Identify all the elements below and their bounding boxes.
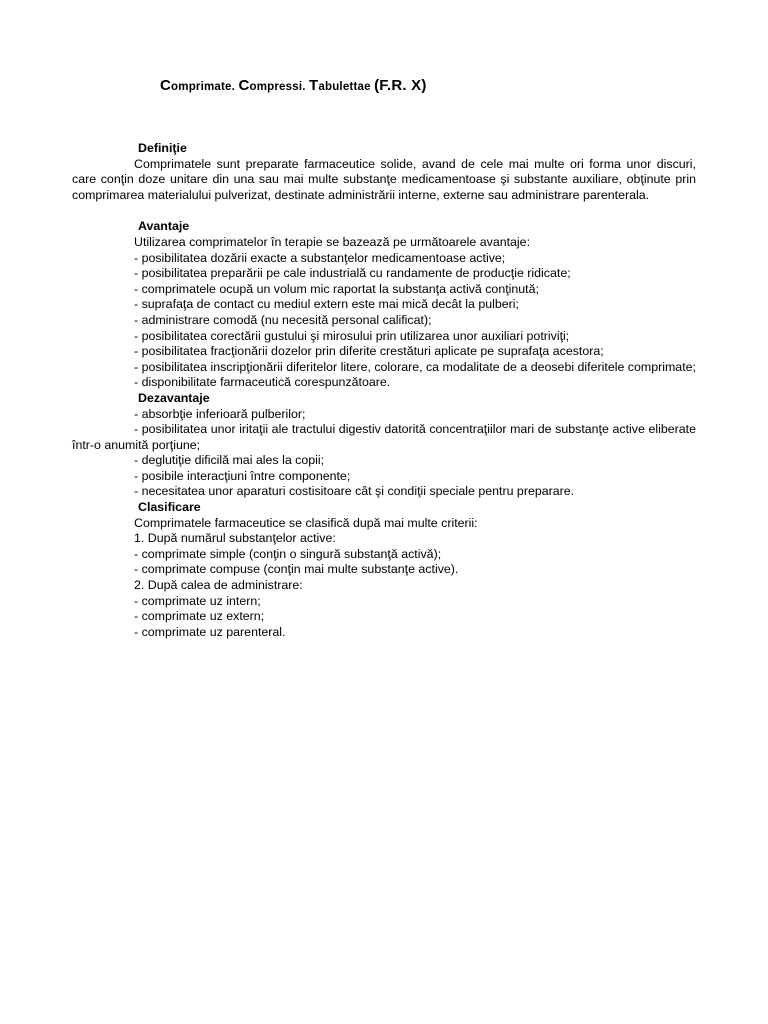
avantaje-intro: Utilizarea comprimatelor în terapie se bazează pe următoarele avantaje: — [134, 234, 531, 249]
list-item: - comprimate uz parenteral. — [134, 624, 286, 639]
title-source: (F.R. X) — [374, 77, 427, 94]
title-initial: C — [160, 77, 172, 94]
title-word: abulettae — [318, 81, 375, 93]
list-item: - posibilitatea dozării exacte a substanţelor medicamentoase active; — [134, 250, 506, 265]
list-item: - suprafaţa de contact cu mediul extern este mai mică decât la pulberi; — [134, 297, 519, 312]
title-initial: T — [309, 77, 319, 94]
list-item: 2. După calea de administrare: — [134, 578, 303, 593]
list-item: - deglutiţie dificilă mai ales la copii; — [134, 453, 325, 468]
list-item: - comprimatele ocupă un volum mic raportat la substanţa activă conţinută; — [134, 281, 539, 296]
title-word: ompressi. — [249, 81, 310, 93]
list-item: - comprimate uz intern; — [134, 593, 261, 608]
list-item: - necesitatea unor aparaturi costisitoare cât şi condiţii speciale pentru preparare. — [134, 484, 575, 499]
title-word: omprimate. — [171, 81, 239, 93]
list-item: - absorbţie inferioară pulberilor; — [134, 406, 306, 421]
section-heading-dezavantaje: Dezavantaje — [138, 390, 210, 405]
section-heading-clasificare: Clasificare — [138, 500, 201, 515]
definitie-paragraph: Comprimatele sunt preparate farmaceutice solide, avand de cele mai multe ori forma unor discuri, care conţin doze unitare din una sau mai multe substanţe medicamentoase şi substante auxiliare, obţinute prin comprimarea materialului pulverizat, destinate administrării interne, externe sau administrare parenterala. — [72, 156, 696, 202]
list-item: - administrare comodă (nu necesită personal calificat); — [134, 312, 432, 327]
list-item: - posibilitatea unor iritaţii ale tractului digestiv datorită concentraţiilor mari de substanţe active eliberate într-o anumită porţiune; — [72, 422, 696, 452]
list-item: - comprimate simple (conţin o singură substanţă activă); — [134, 546, 442, 561]
list-item: - posibile interacţiuni între componente; — [134, 468, 351, 483]
list-item: - posibilitatea fracţionării dozelor prin diferite crestături aplicate pe suprafaţa acestora; — [134, 344, 604, 359]
list-item: - posibilitatea inscripţionării diferitelor litere, colorare, ca modalitate de a deosebi diferitele comprimate; — [134, 359, 696, 374]
title-initial: C — [238, 77, 250, 94]
list-item: 1. După numărul substanţelor active: — [134, 531, 336, 546]
clasificare-intro: Comprimatele farmaceutice se clasifică după mai multe criterii: — [134, 515, 478, 530]
list-item: - posibilitatea preparării pe cale industrială cu randamente de producţie ridicate; — [134, 266, 571, 281]
list-item: - posibilitatea corectării gustului şi mirosului prin utilizarea unor auxiliari potriviţi; — [134, 328, 570, 343]
page-title — [160, 77, 427, 94]
spacer — [72, 203, 696, 219]
list-item: - comprimate uz extern; — [134, 609, 265, 624]
document-body — [72, 141, 696, 640]
section-heading-definitie: Definiţie — [138, 141, 187, 155]
list-item: - disponibilitate farmaceutică corespunzătoare. — [134, 375, 391, 390]
section-heading-avantaje: Avantaje — [138, 219, 190, 234]
list-item: - comprimate compuse (conţin mai multe substanţe active). — [134, 562, 459, 577]
